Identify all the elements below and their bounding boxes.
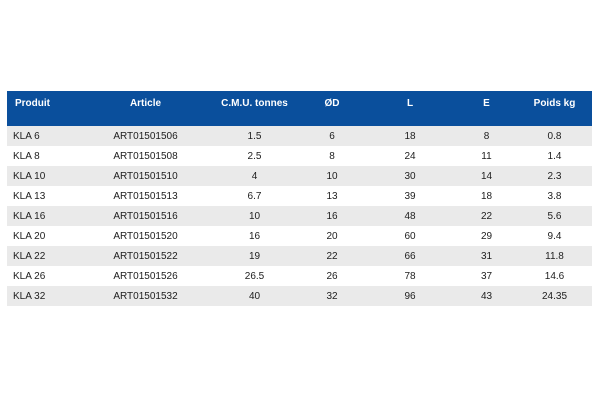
cell-cmu: 6.7 [247, 190, 262, 202]
cell-e: 14 [480, 170, 493, 182]
cell-produit: KLA 8 [13, 150, 40, 162]
cell-article: ART01501513 [113, 190, 178, 202]
cell-article: ART01501520 [113, 230, 178, 242]
table-row [7, 286, 592, 306]
cell-cmu: 10 [248, 210, 261, 222]
table-row [7, 126, 592, 146]
cell-diameter: 13 [326, 190, 338, 202]
cell-weight: 0.8 [547, 130, 562, 142]
header-row [7, 91, 592, 126]
cell-e: 18 [480, 190, 493, 202]
cell-article: ART01501522 [113, 250, 178, 262]
cell-diameter: 22 [326, 250, 338, 262]
column-header-length: L [406, 98, 414, 109]
cell-weight: 3.8 [547, 190, 562, 202]
cell-length: 24 [404, 150, 416, 162]
column-header-e: E [483, 98, 490, 109]
cell-produit: KLA 13 [13, 190, 46, 202]
cell-e: 37 [480, 270, 493, 282]
cell-diameter: 16 [326, 210, 338, 222]
cell-weight: 9.4 [547, 230, 562, 242]
cell-cmu: 1.5 [247, 130, 262, 142]
cell-produit: KLA 6 [13, 130, 40, 142]
cell-length: 66 [404, 250, 416, 262]
cell-produit: KLA 26 [13, 270, 46, 282]
cell-cmu: 2.5 [247, 150, 262, 162]
table-row [7, 226, 592, 246]
cell-diameter: 20 [326, 230, 338, 242]
cell-produit: KLA 16 [13, 210, 46, 222]
cell-diameter: 32 [326, 290, 338, 302]
cell-length: 39 [404, 190, 416, 202]
table-row [7, 146, 592, 166]
cell-article: ART01501532 [113, 290, 178, 302]
column-header-cmu: C.M.U. tonnes [221, 98, 288, 109]
cell-weight: 11.8 [545, 250, 564, 262]
column-header-article: Article [129, 98, 162, 109]
cell-e: 29 [480, 230, 493, 242]
cell-diameter: 10 [326, 170, 338, 182]
table-header [7, 91, 592, 126]
cell-cmu: 40 [248, 290, 261, 302]
cell-weight: 24.35 [541, 290, 568, 302]
cell-diameter: 26 [326, 270, 338, 282]
cell-length: 48 [404, 210, 416, 222]
cell-length: 78 [404, 270, 416, 282]
cell-diameter: 6 [329, 130, 335, 142]
table-body [7, 126, 592, 306]
cell-article: ART01501506 [113, 130, 178, 142]
cell-weight: 14.6 [544, 270, 565, 282]
cell-e: 11 [481, 150, 492, 162]
cell-cmu: 26.5 [244, 270, 265, 282]
cell-produit: KLA 32 [13, 290, 46, 302]
table-row [7, 206, 592, 226]
cell-cmu: 19 [248, 250, 261, 262]
cell-length: 60 [404, 230, 416, 242]
column-header-produit: Produit [15, 98, 50, 109]
cell-article: ART01501510 [113, 170, 178, 182]
table-row [7, 246, 592, 266]
cell-article: ART01501516 [113, 210, 178, 222]
cell-article: ART01501526 [113, 270, 178, 282]
column-header-weight: Poids kg [533, 98, 576, 109]
column-header-diameter: ØD [324, 98, 340, 109]
cell-e: 31 [480, 250, 493, 262]
cell-produit: KLA 22 [13, 250, 46, 262]
table-row [7, 186, 592, 206]
cell-produit: KLA 20 [13, 230, 46, 242]
cell-cmu: 4 [251, 170, 258, 182]
cell-length: 30 [404, 170, 416, 182]
cell-weight: 2.3 [547, 170, 562, 182]
cell-e: 22 [480, 210, 493, 222]
cell-diameter: 8 [329, 150, 335, 162]
cell-article: ART01501508 [113, 150, 178, 162]
table-row [7, 166, 592, 186]
cell-e: 43 [480, 290, 493, 302]
cell-cmu: 16 [248, 230, 261, 242]
cell-produit: KLA 10 [13, 170, 46, 182]
product-table-container [7, 91, 592, 306]
cell-length: 18 [404, 130, 416, 142]
product-spec-table [7, 91, 592, 306]
cell-weight: 5.6 [547, 210, 562, 222]
cell-weight: 1.4 [547, 150, 562, 162]
cell-length: 96 [404, 290, 416, 302]
cell-e: 8 [483, 130, 490, 142]
table-row [7, 266, 592, 286]
